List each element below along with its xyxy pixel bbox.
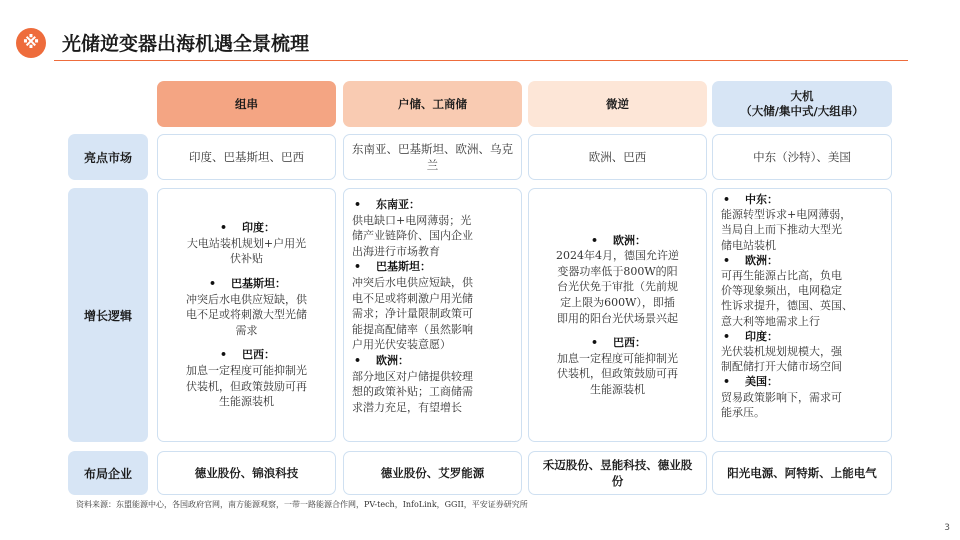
growth-item-line: 冲突后水电供应短缺，供	[186, 292, 307, 306]
growth-item-line: 意大利等地需求上行	[721, 314, 820, 328]
growth-item-line: 需求；净计量限制政策可	[352, 307, 473, 321]
growth-cell-large	[712, 188, 892, 442]
companies-cell-storage: 德业股份、艾罗能源	[343, 451, 522, 495]
growth-item-title: • 巴基斯坦：	[209, 277, 286, 291]
growth-item-line: 部分地区对户储提供较理	[352, 369, 473, 383]
page-number: 3	[944, 523, 950, 533]
growth-item-line: 需求	[235, 323, 258, 337]
growth-item-line: 求潜力充足，有望增长	[352, 400, 462, 414]
companies-cell-micro: 禾迈股份、昱能科技、德业股份	[528, 451, 707, 495]
growth-item-title: • 巴基斯坦：	[354, 260, 431, 274]
growth-item-line: 贸易政策影响下，需求可	[721, 390, 842, 404]
growth-item-line: 能源转型诉求+电网薄弱，	[721, 208, 852, 222]
growth-item-line: 即用的阳台光伏场景兴起	[557, 311, 678, 325]
growth-item-title: • 美国：	[723, 375, 778, 389]
growth-item-line: 出海进行市场教育	[352, 244, 440, 258]
page-title: 光储逆变器出海机遇全景梳理	[62, 33, 310, 55]
markets-cell-storage: 东南亚、巴基斯坦、欧洲、乌克兰	[343, 134, 522, 180]
column-header-storage: 户储、工商储	[343, 81, 522, 127]
growth-item-line: 伏装机，但政策鼓励可再	[557, 367, 678, 381]
column-header-large-line2: （大储/集中式/大组串）	[740, 104, 864, 118]
growth-item-line: 价等现象频出，电网稳定	[721, 284, 842, 298]
column-header-micro: 微逆	[528, 81, 707, 127]
title-icon: ※	[16, 28, 46, 58]
growth-item-line: 储产业链降价、国内企业	[352, 229, 473, 243]
growth-item-line: 电不足或将刺激大型光储	[186, 308, 307, 322]
growth-item-line: 伏补贴	[230, 252, 263, 266]
source-note: 资料来源：东盟能源中心，各国政府官网，南方能源观察，一带一路能源合作网，PV-tech，InfoLink，GGII，平安证券研究所	[76, 500, 528, 509]
row-label-markets: 亮点市场	[68, 134, 148, 180]
growth-item-line: 2024年4月，德国允许逆	[556, 249, 679, 263]
row-label-growth: 增长逻辑	[68, 188, 148, 442]
growth-item-line: 性诉求提升，德国、英国、	[721, 299, 853, 313]
growth-item-title: • 巴西：	[591, 336, 646, 350]
growth-item-line: 加息一定程度可能抑制光	[186, 363, 307, 377]
column-header-string: 组串	[157, 81, 336, 127]
markets-cell-string: 印度、巴基斯坦、巴西	[157, 134, 336, 180]
growth-item-line: 台光伏免于审批（先前规	[557, 280, 678, 294]
growth-item-line: 光伏装机规划规模大，强	[721, 345, 842, 359]
growth-item-line: 能承压。	[721, 405, 765, 419]
growth-item-line: 伏装机，但政策鼓励可再	[186, 379, 307, 393]
growth-item-line: 电不足或将刺激户用光储	[352, 291, 473, 305]
growth-item-title: • 欧洲：	[354, 353, 409, 367]
growth-item-line: 制配储打开大储市场空间	[721, 360, 842, 374]
growth-item-title: • 印度：	[220, 221, 275, 235]
growth-item-line: 可再生能源占比高，负电	[721, 269, 842, 283]
growth-item-line: 加息一定程度可能抑制光	[557, 351, 678, 365]
growth-item-title: • 欧洲：	[723, 253, 778, 267]
companies-cell-large: 阳光电源、阿特斯、上能电气	[712, 451, 892, 495]
growth-item-line: 供电缺口+电网薄弱；光	[352, 213, 472, 227]
growth-item-line: 冲突后水电供应短缺，供	[352, 275, 473, 289]
growth-item-title: • 欧洲：	[591, 233, 646, 247]
growth-item-title: • 东南亚：	[354, 198, 420, 211]
column-header-large-line1: 大机	[790, 89, 814, 103]
growth-item-line: 想的政策补贴；工商储需	[352, 385, 473, 399]
growth-item-line: 生能源装机	[219, 395, 274, 409]
column-header-large	[712, 81, 892, 127]
growth-item-line: 变器功率低于800W的阳	[557, 264, 678, 278]
growth-cell-storage	[343, 188, 522, 442]
growth-item-line: 生能源装机	[590, 382, 645, 396]
growth-item-line: 能提高配储率（虽然影响	[352, 322, 473, 336]
growth-item-line: 户用光伏安装意愿）	[352, 338, 451, 352]
growth-item-line: 定上限为600W），即插	[560, 295, 675, 309]
growth-item-line: 当局自上而下推动大型光	[721, 223, 842, 237]
row-label-companies: 布局企业	[68, 451, 148, 495]
companies-cell-string: 德业股份、锦浪科技	[157, 451, 336, 495]
growth-item-title: • 巴西：	[220, 348, 275, 362]
growth-cell-micro	[528, 188, 707, 442]
growth-item-line: 储电站装机	[721, 238, 776, 252]
title-divider	[54, 60, 908, 61]
growth-item-line: 大电站装机规划+户用光	[186, 236, 307, 250]
growth-item-title: • 中东：	[723, 193, 778, 206]
markets-cell-large: 中东（沙特）、美国	[712, 134, 892, 180]
markets-cell-micro: 欧洲、巴西	[528, 134, 707, 180]
growth-cell-string	[157, 188, 336, 442]
growth-item-title: • 印度：	[723, 329, 778, 343]
